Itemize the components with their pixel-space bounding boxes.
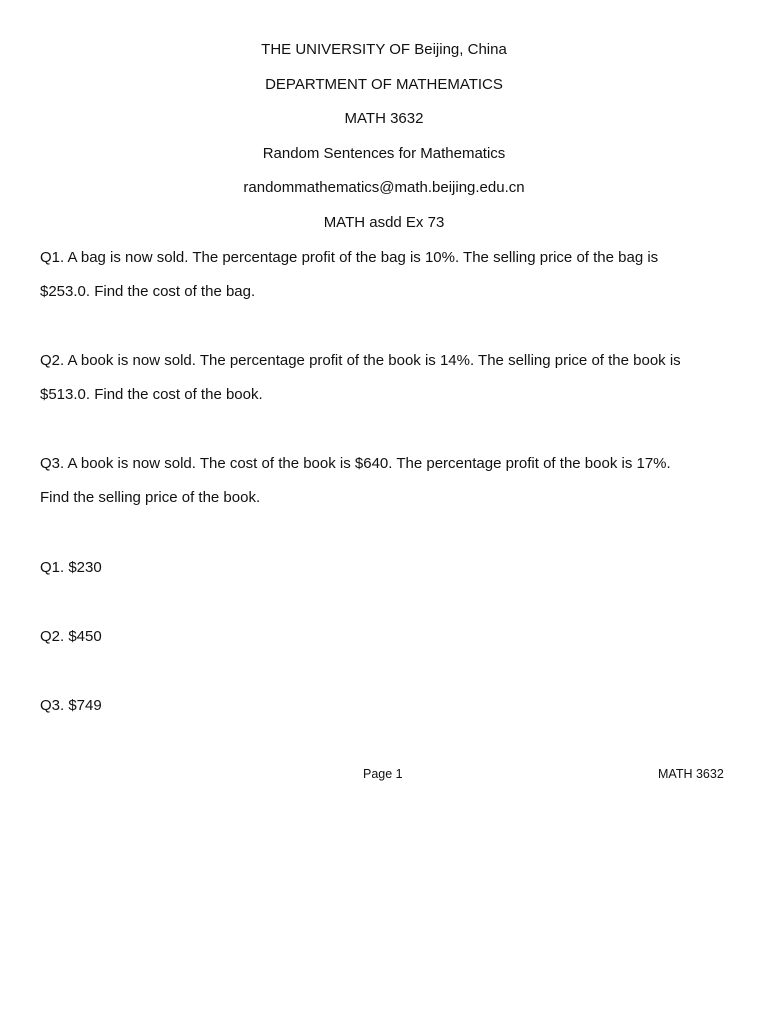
answer-item: Q1. $230	[40, 559, 102, 576]
exercise-title: MATH asdd Ex 73	[323, 214, 445, 231]
question-text-line: Find the selling price of the book.	[40, 489, 261, 506]
question-text-line: Q3. A book is now sold. The cost of the book is $640. The percentage profit of the book is 17%.	[40, 455, 671, 472]
course-title: Random Sentences for Mathematics	[262, 145, 506, 162]
question-text-line: Q2. A book is now sold. The percentage profit of the book is 14%. The selling price of the book is	[40, 352, 681, 369]
question-text-line: $253.0. Find the cost of the bag.	[40, 283, 256, 300]
question-text-line: Q1. A bag is now sold. The percentage profit of the bag is 10%. The selling price of the bag is	[40, 249, 659, 266]
answer-item: Q3. $749	[40, 697, 102, 714]
university-name: THE UNIVERSITY OF Beijing, China	[261, 41, 507, 58]
answer-item: Q2. $450	[40, 628, 102, 645]
page-number: Page 1	[363, 767, 403, 781]
contact-email: randommathematics@math.beijing.edu.cn	[243, 179, 525, 196]
footer-course-code: MATH 3632	[658, 767, 724, 781]
question-text-line: $513.0. Find the cost of the book.	[40, 386, 263, 403]
department-name: DEPARTMENT OF MATHEMATICS	[265, 76, 503, 93]
course-code: MATH 3632	[344, 110, 424, 127]
